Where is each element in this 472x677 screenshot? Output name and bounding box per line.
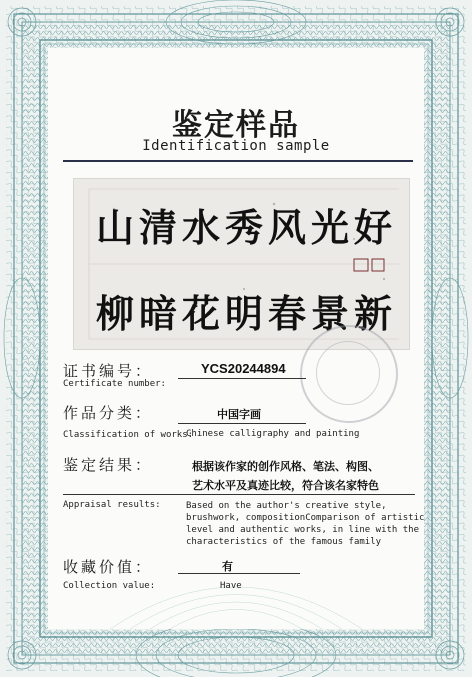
collection-value-en: Have [220, 581, 242, 591]
appraisal-label-zh: 鉴定结果： [63, 456, 154, 474]
appraisal-stamp [300, 325, 398, 423]
collection-label-en: Collection value: [63, 581, 156, 591]
title-english: Identification sample [142, 138, 330, 154]
cert-number-label-zh: 证书编号： [63, 362, 154, 380]
appraisal-value-zh-line2: 艺术水平及真迹比较，符合该名家特色 [192, 479, 379, 492]
classification-label-en: Classification of works: [63, 430, 194, 440]
cert-number-value: YCS20244894 [201, 361, 286, 376]
appraisal-value-en-line4: characteristics of the famous family [186, 537, 382, 547]
classification-value-en: Chinese calligraphy and painting [186, 429, 360, 439]
cert-number-underline [178, 378, 306, 379]
title-chinese: 鉴定样品 [172, 108, 300, 143]
collection-value-zh: 有 [222, 560, 233, 573]
classification-underline [178, 423, 306, 424]
collection-label-zh: 收藏价值： [63, 558, 154, 576]
calligraphy-line-1: 山清水秀风光好 [96, 205, 398, 250]
classification-label-zh: 作品分类： [63, 404, 154, 422]
appraisal-value-zh-line1: 根据该作家的创作风格、笔法、构图、 [192, 460, 379, 473]
appraisal-value-en-line3: level and authentic works, in line with the [186, 525, 419, 535]
classification-value-zh: 中国字画 [217, 408, 261, 421]
cert-number-label-en: Certificate number: [63, 379, 166, 389]
calligraphy-sample-image [73, 178, 410, 350]
artist-seal-2 [372, 259, 384, 271]
artist-seal-1 [354, 259, 368, 271]
appraisal-value-en-line1: Based on the author's creative style, [186, 501, 387, 511]
appraisal-label-en: Appraisal results: [63, 500, 161, 510]
calligraphy-line-2: 柳暗花明春景新 [96, 291, 398, 336]
title-divider [63, 160, 413, 162]
appraisal-value-en-line2: brushwork, compositionComparison of artistic [186, 513, 425, 523]
collection-underline [178, 573, 300, 574]
appraisal-divider [63, 494, 415, 495]
